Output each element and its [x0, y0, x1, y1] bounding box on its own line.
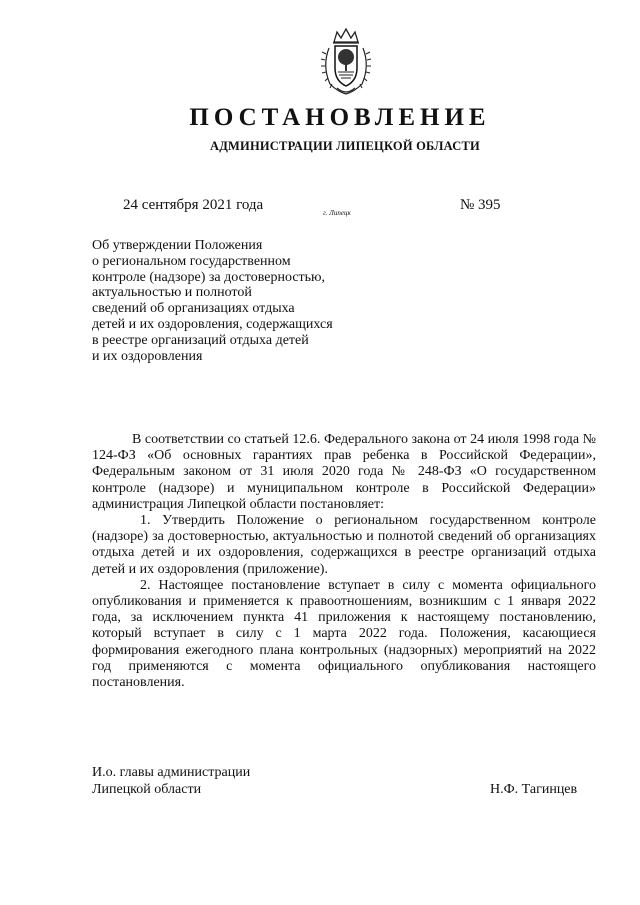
- subject-line: детей и их оздоровления, содержащихся: [92, 316, 333, 332]
- subject-line: сведений об организациях отдыха: [92, 301, 295, 317]
- subject-line: в реестре организаций отдыха детей: [92, 332, 309, 348]
- subject-line: о региональном государственном: [92, 253, 291, 269]
- signatory-name: Н.Ф. Тагинцев: [490, 782, 578, 797]
- document-subject: [92, 238, 392, 364]
- signatory-position: [92, 764, 250, 798]
- document-body: [92, 432, 596, 691]
- document-date: 24 сентября 2021 года: [123, 197, 264, 213]
- subject-line: контроле (надзоре) за достоверностью,: [92, 269, 325, 285]
- subject-line: и их оздоровления: [92, 348, 203, 364]
- signatory-position-line: И.о. главы администрации: [92, 765, 251, 780]
- document-title: ПОСТАНОВЛЕНИЕ: [189, 104, 491, 131]
- subject-line: Об утверждении Положения: [92, 238, 263, 253]
- document-city: г. Липецк: [323, 209, 351, 217]
- item-2-paragraph: 2. Настоящее постановление вступает в силу с момента официального опубликования и применяется к правоотношениям, возникшим с 1 января 2022 года, за исключением пункта 41 приложения к настоящему постановлению, который вступает в силу с 1 марта 2022 года. Положения, касающиеся формирования ежегодного плана контрольных (надзорных) мероприятий на 2022 год применяются с момента официального опубликования настоящего постановления.: [92, 577, 596, 691]
- document-subtitle: АДМИНИСТРАЦИИ ЛИПЕЦКОЙ ОБЛАСТИ: [210, 139, 480, 153]
- signatory-position-line: Липецкой области: [92, 782, 202, 797]
- item-1-paragraph: 1. Утвердить Положение о региональном государственном контроле (надзоре) за достоверностью, актуальностью и полнотой сведений об организациях отдыха детей и их оздоровления, содержащихся в реестре организаций отдыха детей и их оздоровления (приложение).: [92, 513, 596, 577]
- document-number: № 395: [460, 197, 501, 213]
- preamble-paragraph: В соответствии со статьей 12.6. Федерального закона от 24 июля 1998 года № 124-ФЗ «Об основных гарантиях прав ребенка в Российской Федерации», Федеральным законом от 31 июля 2020 года № 248-ФЗ «О государственном контроле (надзоре) и муниципальном контроле в Российской Федерации» администрация Липецкой области постановляет:: [92, 432, 596, 512]
- subject-line: актуальностью и полнотой: [92, 285, 252, 301]
- coat-of-arms-icon: [320, 28, 372, 98]
